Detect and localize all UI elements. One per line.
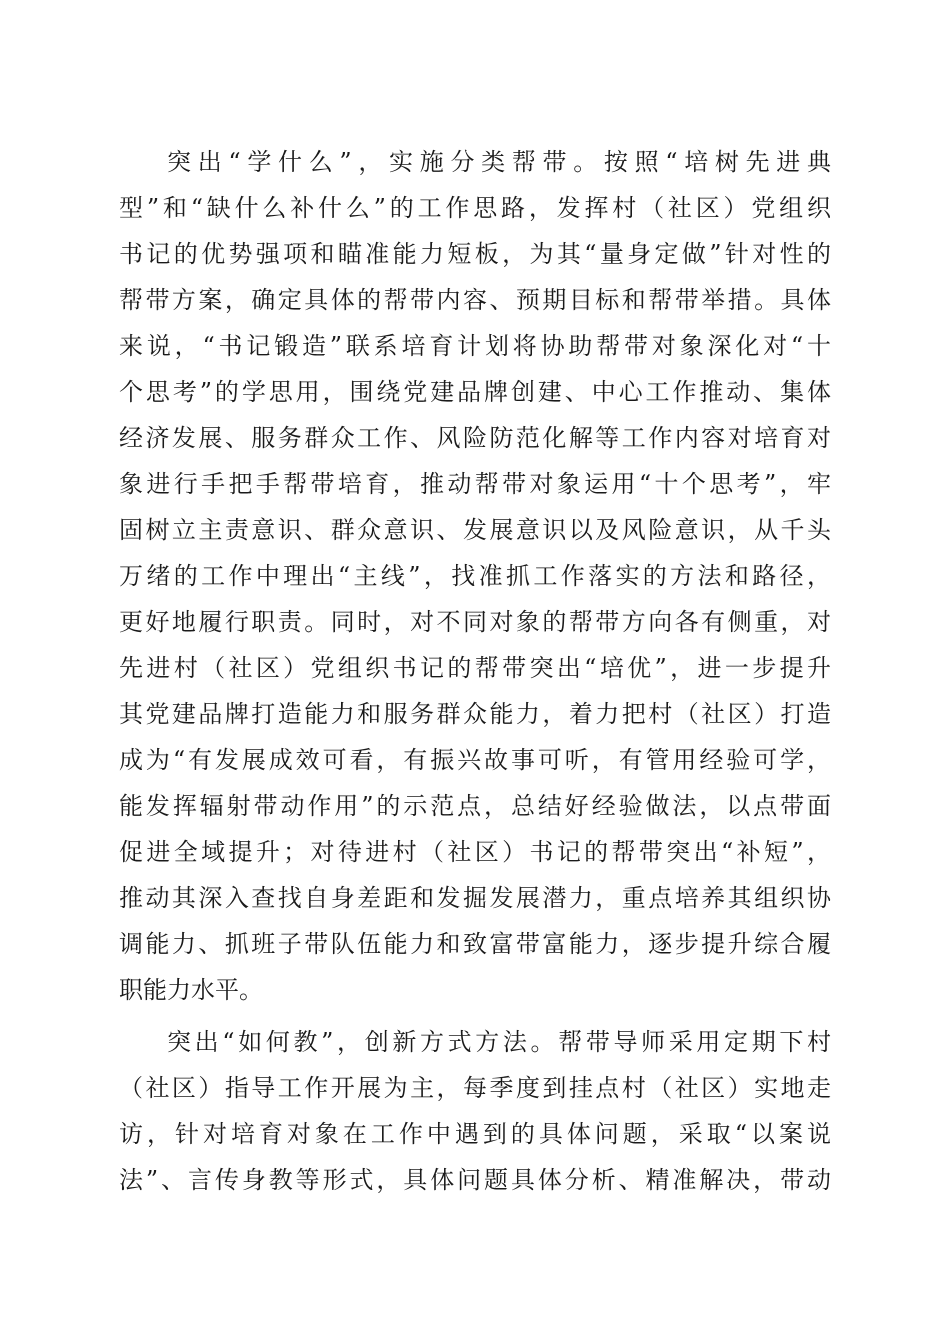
- text-line: （社区）指导工作开展为主，每季度到挂点村（社区）实地走: [119, 1074, 831, 1102]
- text-line: 突出“如何教”，创新方式方法。帮带导师采用定期下村: [167, 1028, 831, 1056]
- text-line: 帮带方案，确定具体的帮带内容、预期目标和帮带举措。具体: [119, 286, 831, 314]
- text-line: 经济发展、服务群众工作、风险防范化解等工作内容对培育对: [119, 424, 831, 452]
- text-line: 职能力水平。: [119, 976, 263, 1004]
- text-line: 促进全域提升；对待进村（社区）书记的帮带突出“补短”，: [119, 838, 831, 866]
- document-body: [119, 139, 831, 1203]
- text-line: 固树立主责意识、群众意识、发展意识以及风险意识，从千头: [119, 516, 831, 544]
- text-line: 更好地履行职责。同时，对不同对象的帮带方向各有侧重，对: [119, 608, 831, 636]
- text-line: 书记的优势强项和瞄准能力短板，为其“量身定做”针对性的: [119, 240, 831, 268]
- text-line: 象进行手把手帮带培育，推动帮带对象运用“十个思考”，牢: [119, 470, 831, 498]
- text-line: 推动其深入查找自身差距和发掘发展潜力，重点培养其组织协: [119, 884, 831, 912]
- text-line: 来说，“书记锻造”联系培育计划将协助帮带对象深化对“十: [119, 332, 831, 360]
- text-line: 成为“有发展成效可看，有振兴故事可听，有管用经验可学，: [119, 746, 831, 774]
- text-line: 其党建品牌打造能力和服务群众能力，着力把村（社区）打造: [119, 700, 831, 728]
- text-line: 能发挥辐射带动作用”的示范点，总结好经验做法，以点带面: [119, 792, 831, 820]
- text-line: 万绪的工作中理出“主线”，找准抓工作落实的方法和路径，: [119, 562, 831, 590]
- paragraph-1: [119, 139, 831, 1013]
- text-line: 先进村（社区）党组织书记的帮带突出“培优”，进一步提升: [119, 654, 831, 682]
- text-line: 个思考”的学思用，围绕党建品牌创建、中心工作推动、集体: [119, 378, 831, 406]
- text-line: 型”和“缺什么补什么”的工作思路，发挥村（社区）党组织: [119, 194, 831, 222]
- text-line: 突出“学什么”，实施分类帮带。按照“培树先进典: [167, 148, 831, 176]
- text-line: 访，针对培育对象在工作中遇到的具体问题，采取“以案说: [119, 1120, 831, 1148]
- paragraph-2: [119, 1019, 831, 1203]
- text-line: 调能力、抓班子带队伍能力和致富带富能力，逐步提升综合履: [119, 930, 831, 958]
- text-line: 法”、言传身教等形式，具体问题具体分析、精准解决，带动: [119, 1166, 831, 1194]
